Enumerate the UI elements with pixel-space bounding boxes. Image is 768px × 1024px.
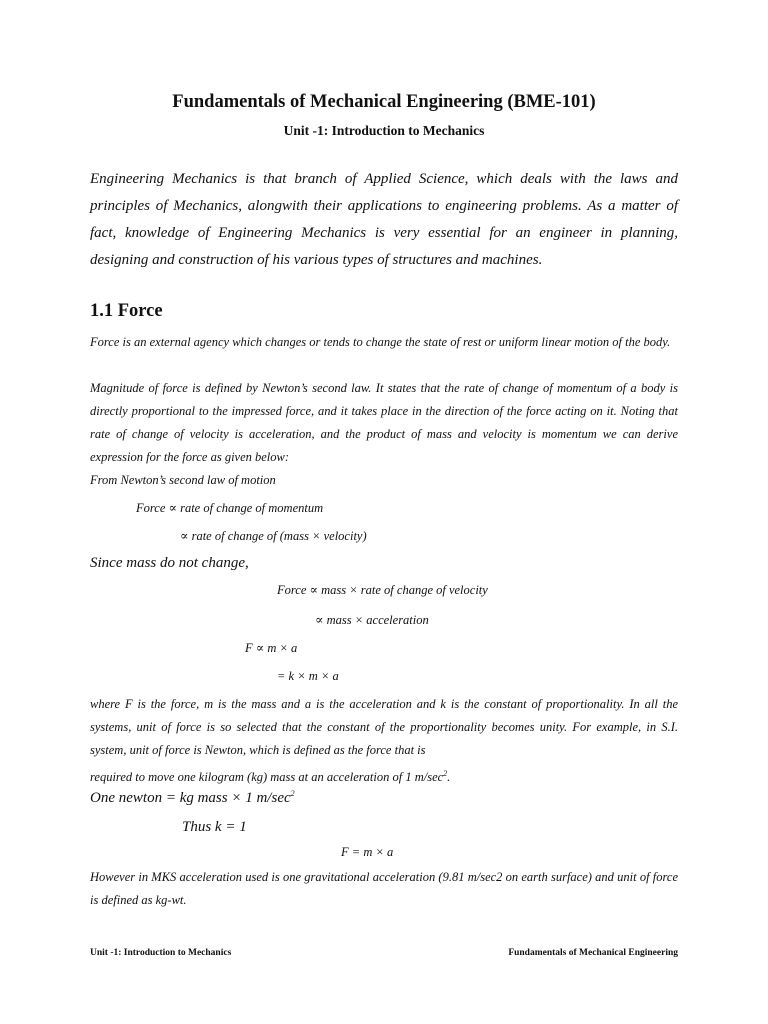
document-title: Fundamentals of Mechanical Engineering (BME-101) [172,92,596,112]
one-newton-equation [90,789,295,807]
equation-mass-rate: Force ∝ mass × rate of change of velocity [277,583,488,597]
intro-paragraph [90,166,678,274]
equation-f-ma: F = m × a [341,845,394,859]
newton-definition-text: required to move one kilogram (kg) mass at an acceleration of 1 m/sec [90,770,444,785]
equation-mass-acceleration: ∝ mass × acceleration [315,613,429,627]
document-subtitle: Unit -1: Introduction to Mechanics [283,123,485,138]
intro-text: Engineering Mechanics is that branch of Applied Science, which deals with the laws and principles of Mechanics, alongwith their applications to engineering problems. As a matter of fact, knowledge of Engineering Mechanics is very essential for an engineer in planning, designing and construction of his various types of structures and machines. [90,171,678,268]
force-definition: Force is an external agency which changes or tends to change the state of rest or uniform linear motion of the body. [90,335,671,349]
one-newton-text: One newton = kg mass × 1 m/sec [90,790,291,806]
equation-f-proportional: F ∝ m × a [245,641,298,655]
exponent: 2 [443,769,448,778]
proportionality-paragraph [90,693,678,789]
section-heading: 1.1 Force [90,301,163,321]
footer-right: Fundamentals of Mechanical Engineering [508,948,678,958]
footer-left: Unit -1: Introduction to Mechanics [90,948,232,958]
equation-mass-velocity: ∝ rate of change of (mass × velocity) [180,529,367,543]
mass-constant-line: Since mass do not change, [90,555,249,571]
constant-k-equation: Thus k = 1 [182,819,247,835]
exponent: 2 [290,789,295,798]
newton-definition-line [90,762,678,789]
mks-paragraph: However in MKS acceleration used is one gravitational acceleration (9.81 m/sec2 on earth surface) and unit of force is defined as kg-wt. [90,870,678,907]
proportionality-text: where F is the force, m is the mass and a is the acceleration and k is the constant of proportionality. In all the systems, unit of force is so selected that the constant of the proportionality becomes unity. For example, in S.I. system, unit of force is Newton, which is defined as the force that is [90,697,678,757]
period: . [447,770,451,785]
equation-f-constant: = k × m × a [277,669,339,683]
newton-second-law-line: From Newton’s second law of motion [90,473,276,487]
equation-force-momentum: Force ∝ rate of change of momentum [136,501,324,515]
newton-law-paragraph: Magnitude of force is defined by Newton’s second law. It states that the rate of change of momentum of a body is directly proportional to the impressed force, and it takes place in the direction of the force acting on it. Noting that rate of change of velocity is acceleration, and the product of mass and velocity is momentum we can derive expression for the force as given below: [90,381,678,464]
